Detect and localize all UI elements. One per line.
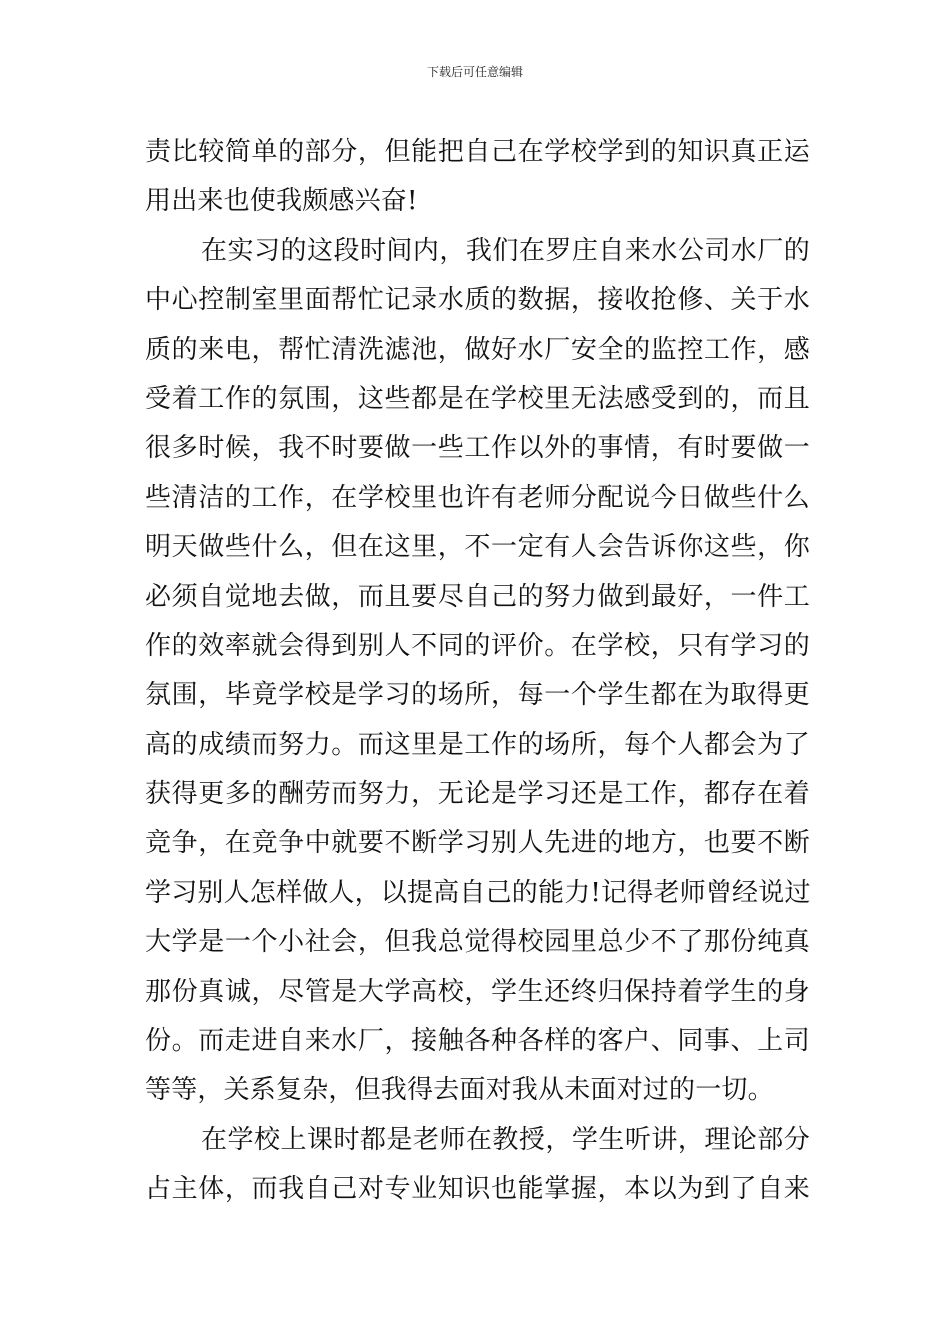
text-line: 等等，关系复杂，但我得去面对我从未面对过的一切。	[145, 1075, 774, 1106]
text-line: 作的效率就会得到别人不同的评价。在学校，只有学习的	[145, 630, 810, 661]
text-line: 用出来也使我颇感兴奋!	[145, 186, 418, 217]
text-line: 占主体，而我自己对专业知识也能掌握，本以为到了自来	[145, 1174, 810, 1205]
text-line: 质的来电，帮忙清洗滤池，做好水厂安全的监控工作，感	[145, 334, 810, 365]
text-line: 在学校上课时都是老师在教授，学生听讲，理论部分	[201, 1124, 810, 1155]
text-line: 受着工作的氛围，这些都是在学校里无法感受到的，而且	[145, 383, 810, 414]
text-line: 那份真诚，尽管是大学高校，学生还终归保持着学生的身	[145, 976, 810, 1007]
text-line: 在实习的这段时间内，我们在罗庄自来水公司水厂的	[201, 235, 810, 266]
text-line: 氛围，毕竟学校是学习的场所，每一个学生都在为取得更	[145, 680, 810, 711]
text-line: 获得更多的酬劳而努力，无论是学习还是工作，都存在着	[145, 779, 810, 810]
text-line: 大学是一个小社会，但我总觉得校园里总少不了那份纯真	[145, 927, 810, 958]
text-line: 必须自觉地去做，而且要尽自己的努力做到最好，一件工	[145, 581, 810, 612]
text-line: 竞争，在竞争中就要不断学习别人先进的地方，也要不断	[145, 828, 810, 859]
document-body	[145, 128, 810, 1215]
text-line: 责比较简单的部分，但能把自己在学校学到的知识真正运	[145, 137, 810, 167]
text-line: 份。而走进自来水厂，接触各种各样的客户、同事、上司	[145, 1026, 810, 1057]
text-line: 些清洁的工作，在学校里也许有老师分配说今日做些什么	[145, 482, 810, 513]
text-line: 学习别人怎样做人，以提高自己的能力!记得老师曾经说过	[145, 877, 811, 908]
text-line: 很多时候，我不时要做一些工作以外的事情，有时要做一	[145, 433, 810, 464]
text-line: 明天做些什么，但在这里，不一定有人会告诉你这些，你	[145, 532, 810, 563]
text-line: 中心控制室里面帮忙记录水质的数据，接收抢修、关于水	[145, 285, 810, 316]
page-header: 下载后可任意编辑	[426, 65, 523, 79]
text-line: 高的成绩而努力。而这里是工作的场所，每个人都会为了	[145, 729, 810, 760]
